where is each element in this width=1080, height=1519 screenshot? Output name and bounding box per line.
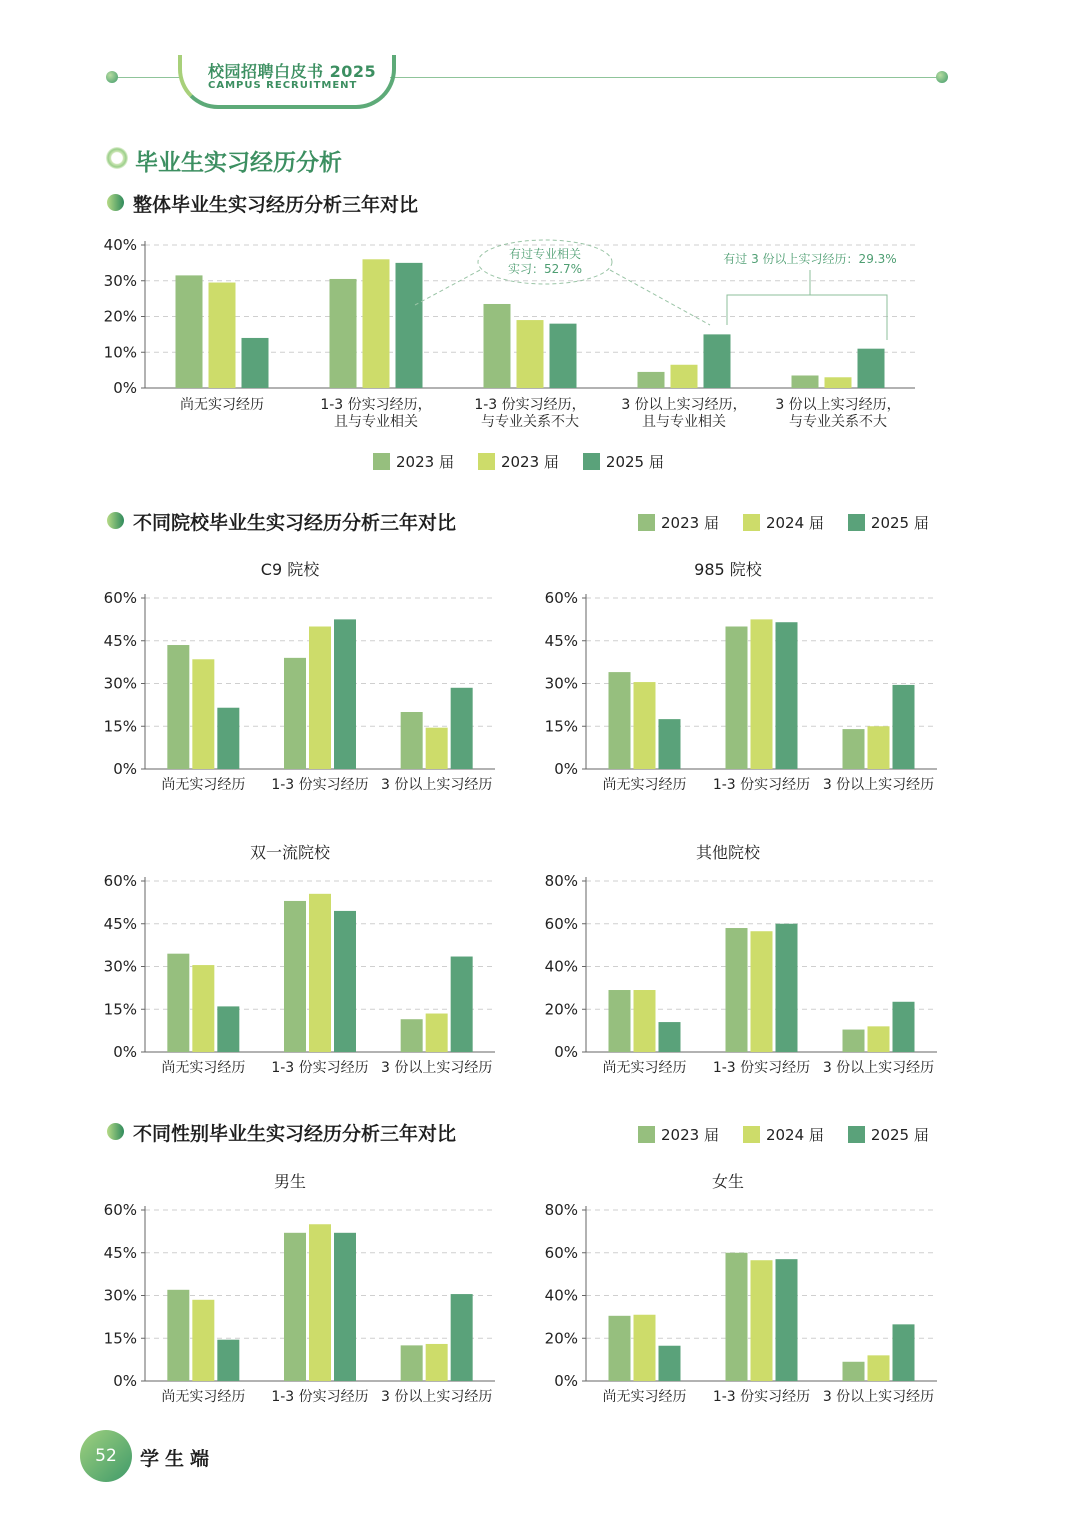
bar-c9-0-2	[217, 708, 239, 769]
bar-female-1-2	[776, 1259, 798, 1381]
y-tick-label: 60%	[103, 872, 137, 890]
chart-title-syl: 双一流院校	[249, 843, 330, 862]
bar-syl-2-1	[426, 1014, 448, 1052]
bar-female-2-1	[868, 1355, 890, 1381]
bar-c9-1-2	[334, 619, 356, 769]
bar-overall-4-0	[792, 375, 819, 388]
category-label: 3 份以上实习经历	[380, 777, 493, 793]
bar-overall-0-0	[176, 275, 203, 388]
bar-female-0-2	[659, 1346, 681, 1381]
legend-swatch	[478, 453, 495, 470]
chart-title-other: 其他院校	[695, 843, 760, 862]
category-label: 尚无实习经历	[602, 1389, 687, 1405]
legend-label: 2025 届	[870, 1126, 929, 1144]
bar-female-0-0	[609, 1316, 631, 1381]
legend-label: 2023 届	[661, 1126, 719, 1144]
category-label: 3 份以上实习经历	[822, 1060, 935, 1076]
y-tick-label: 45%	[103, 1243, 137, 1262]
y-tick-label: 80%	[544, 1201, 578, 1219]
bar-985-1-2	[776, 622, 798, 769]
bar-985-0-1	[634, 682, 656, 769]
bar-overall-3-2	[704, 334, 731, 388]
bar-c9-1-1	[309, 627, 331, 770]
y-tick-label: 40%	[544, 1286, 578, 1305]
legend-item	[638, 512, 719, 533]
legend-item	[638, 1124, 719, 1145]
legend-item	[848, 1124, 929, 1145]
bar-overall-0-1	[209, 283, 236, 388]
y-tick-label: 30%	[103, 674, 137, 693]
bar-985-2-0	[843, 729, 865, 769]
bar-other-2-0	[843, 1030, 865, 1052]
y-tick-label: 45%	[103, 914, 137, 933]
bar-overall-1-0	[330, 279, 357, 388]
bar-male-0-1	[192, 1300, 214, 1381]
bar-c9-0-1	[192, 659, 214, 769]
bar-985-1-0	[726, 627, 748, 770]
category-label: 3 份以上实习经历，	[775, 397, 901, 413]
bar-female-0-1	[634, 1315, 656, 1381]
y-tick-label: 15%	[103, 1000, 137, 1019]
y-tick-label: 60%	[544, 1243, 578, 1262]
y-tick-label: 45%	[544, 631, 578, 650]
y-tick-label: 0%	[554, 1043, 578, 1061]
bullet-icon	[107, 1123, 124, 1140]
legend-label: 2023 届	[500, 453, 559, 471]
y-tick-label: 0%	[554, 760, 578, 778]
category-label: 尚无实习经历	[161, 1389, 246, 1405]
chart-male	[104, 1201, 495, 1405]
chart-title-c9: C9 院校	[260, 560, 320, 579]
legend-swatch	[638, 1126, 655, 1143]
bar-other-2-1	[868, 1026, 890, 1052]
bar-syl-0-2	[217, 1006, 239, 1052]
legend-item	[848, 512, 929, 533]
bar-overall-4-2	[858, 349, 885, 388]
page-number-badge: 52	[80, 1430, 132, 1482]
category-label: 1-3 份实习经历，	[320, 397, 432, 413]
legend-label: 2025 届	[870, 514, 929, 532]
legend-swatch	[848, 1126, 865, 1143]
category-label: 1-3 份实习经历	[271, 1060, 369, 1076]
y-tick-label: 15%	[103, 1329, 137, 1348]
category-label: 尚无实习经历	[161, 777, 246, 793]
bar-other-0-0	[609, 990, 631, 1052]
legend-swatch	[848, 514, 865, 531]
bar-985-0-0	[609, 672, 631, 769]
category-label: 尚无实习经历	[602, 1060, 687, 1076]
chart-other	[545, 872, 937, 1076]
y-tick-label: 60%	[103, 589, 137, 607]
annotation-bracket	[727, 295, 887, 340]
bar-other-2-2	[893, 1002, 915, 1052]
y-tick-label: 30%	[103, 957, 137, 976]
y-tick-label: 20%	[544, 1000, 578, 1019]
footer-label: 学生端	[140, 1448, 216, 1470]
bar-overall-4-1	[825, 377, 852, 388]
bar-syl-2-0	[401, 1019, 423, 1052]
bar-female-2-0	[843, 1362, 865, 1381]
bar-overall-2-0	[484, 304, 511, 388]
y-tick-label: 0%	[113, 379, 137, 397]
bar-other-0-1	[634, 990, 656, 1052]
y-tick-label: 30%	[103, 271, 137, 290]
bar-female-2-2	[893, 1324, 915, 1381]
bar-985-2-2	[893, 685, 915, 769]
bar-overall-1-1	[363, 259, 390, 388]
category-label: 且与专业相关	[642, 414, 726, 430]
bar-overall-3-0	[638, 372, 665, 388]
category-label: 1-3 份实习经历	[712, 1389, 811, 1405]
category-label: 3 份以上实习经历	[380, 1060, 493, 1076]
category-label: 与专业关系不大	[481, 414, 579, 430]
category-label: 3 份以上实习经历	[380, 1389, 493, 1405]
bar-syl-1-1	[309, 894, 331, 1052]
bar-male-2-2	[451, 1294, 473, 1381]
annotation-3plus: 有过 3 份以上实习经历：29.3%	[723, 252, 897, 266]
chart-title-male: 男生	[273, 1172, 306, 1191]
y-tick-label: 10%	[103, 343, 137, 362]
legend-swatch	[743, 514, 760, 531]
legend-label: 2023 届	[661, 514, 719, 532]
category-label: 尚无实习经历	[180, 397, 264, 413]
chart-female	[545, 1201, 937, 1405]
y-tick-label: 45%	[103, 631, 137, 650]
y-tick-label: 0%	[113, 1043, 137, 1061]
legend-label: 2024 届	[765, 514, 824, 532]
bar-syl-1-0	[284, 901, 306, 1052]
annotation-related-line1: 有过专业相关	[508, 247, 582, 261]
bar-other-1-0	[726, 928, 748, 1052]
bullet-icon	[107, 512, 124, 529]
legend-item	[743, 1124, 824, 1145]
overall-section-title: 整体毕业生实习经历分析三年对比	[133, 194, 419, 216]
header-title: 校园招聘白皮书 2025	[208, 62, 377, 81]
y-tick-label: 60%	[544, 914, 578, 933]
bar-male-0-2	[217, 1340, 239, 1381]
legend-item	[583, 451, 664, 472]
legend-swatch	[743, 1126, 760, 1143]
bar-overall-2-2	[550, 324, 577, 388]
category-label: 与专业关系不大	[789, 414, 887, 430]
bar-syl-0-0	[167, 954, 189, 1052]
chart-c9	[104, 589, 495, 793]
legend-school	[638, 512, 953, 533]
bar-other-0-2	[659, 1022, 681, 1052]
y-tick-label: 20%	[544, 1329, 578, 1348]
bar-c9-2-2	[451, 688, 473, 769]
legend-item	[743, 512, 824, 533]
bar-c9-0-0	[167, 645, 189, 769]
legend-item	[478, 451, 559, 472]
category-label: 尚无实习经历	[161, 1060, 246, 1076]
y-tick-label: 0%	[554, 1372, 578, 1390]
category-label: 1-3 份实习经历	[271, 777, 369, 793]
bar-female-1-0	[726, 1253, 748, 1381]
y-tick-label: 40%	[103, 236, 137, 254]
y-tick-label: 40%	[544, 957, 578, 976]
annotation-dash-left	[415, 270, 480, 305]
chart-985	[545, 589, 937, 793]
annotation-related-line2: 实习：52.7%	[507, 262, 583, 276]
bar-overall-3-1	[671, 365, 698, 388]
y-tick-label: 15%	[103, 717, 137, 736]
legend-swatch	[638, 514, 655, 531]
category-label: 且与专业相关	[334, 414, 418, 430]
category-label: 3 份以上实习经历，	[621, 397, 747, 413]
y-tick-label: 15%	[544, 717, 578, 736]
bar-male-2-1	[426, 1344, 448, 1381]
category-label: 1-3 份实习经历	[712, 1060, 811, 1076]
bar-c9-1-0	[284, 658, 306, 769]
header-subtitle: CAMPUS RECRUITMENT	[208, 80, 358, 91]
bar-overall-2-1	[517, 320, 544, 388]
category-label: 3 份以上实习经历	[822, 1389, 935, 1405]
chart-title-female: 女生	[711, 1172, 744, 1191]
bar-syl-2-2	[451, 957, 473, 1052]
bar-c9-2-0	[401, 712, 423, 769]
bar-overall-0-2	[242, 338, 269, 388]
bar-male-1-1	[309, 1224, 331, 1381]
y-tick-label: 0%	[113, 1372, 137, 1390]
bar-overall-1-2	[396, 263, 423, 388]
bar-male-1-2	[334, 1233, 356, 1381]
bar-female-1-1	[751, 1260, 773, 1381]
y-tick-label: 30%	[544, 674, 578, 693]
y-tick-label: 30%	[103, 1286, 137, 1305]
legend-label: 2025 届	[605, 453, 664, 471]
category-label: 1-3 份实习经历，	[474, 397, 586, 413]
category-label: 1-3 份实习经历	[271, 1389, 369, 1405]
y-tick-label: 80%	[544, 872, 578, 890]
chart-syl	[104, 872, 495, 1076]
chart-title-985: 985 院校	[694, 560, 762, 579]
gender-section-title: 不同性别毕业生实习经历分析三年对比	[133, 1123, 457, 1145]
category-label: 3 份以上实习经历	[822, 777, 935, 793]
bar-985-1-1	[751, 619, 773, 769]
bar-c9-2-1	[426, 728, 448, 769]
category-label: 1-3 份实习经历	[712, 777, 811, 793]
legend-label: 2024 届	[765, 1126, 824, 1144]
legend-gender	[638, 1124, 953, 1145]
school-section-title: 不同院校毕业生实习经历分析三年对比	[133, 512, 457, 534]
bar-other-1-1	[751, 931, 773, 1052]
bar-syl-0-1	[192, 965, 214, 1052]
legend-item	[373, 451, 454, 472]
y-tick-label: 20%	[103, 307, 137, 326]
y-tick-label: 60%	[103, 1201, 137, 1219]
y-tick-label: 60%	[544, 589, 578, 607]
bar-male-2-0	[401, 1345, 423, 1381]
legend-swatch	[373, 453, 390, 470]
bar-male-1-0	[284, 1233, 306, 1381]
legend-label: 2023 届	[396, 453, 454, 471]
main-section-title: 毕业生实习经历分析	[135, 150, 342, 176]
bar-syl-1-2	[334, 911, 356, 1052]
y-tick-label: 0%	[113, 760, 137, 778]
bar-other-1-2	[776, 924, 798, 1052]
bar-male-0-0	[167, 1290, 189, 1381]
legend-overall	[373, 451, 688, 472]
legend-swatch	[583, 453, 600, 470]
category-label: 尚无实习经历	[602, 777, 687, 793]
bar-985-2-1	[868, 726, 890, 769]
bar-985-0-2	[659, 719, 681, 769]
